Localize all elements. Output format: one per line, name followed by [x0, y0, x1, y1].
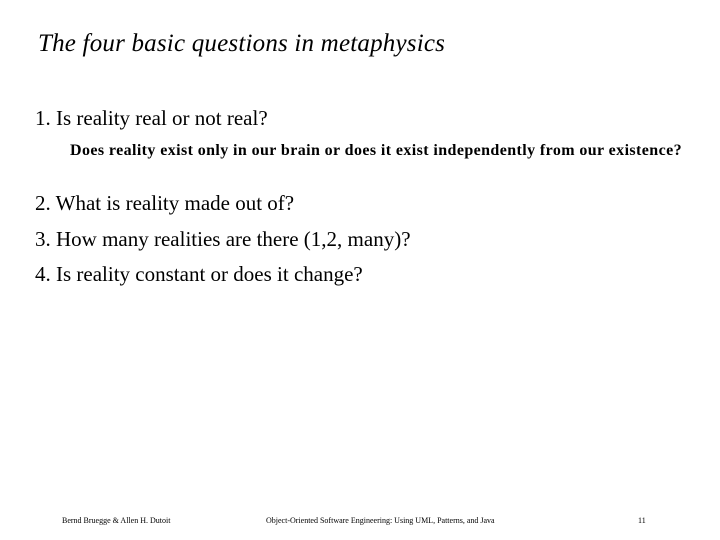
- footer-page-number: 11: [638, 516, 646, 525]
- question-1-explanation: Does reality exist only in our brain or does it exist independently from our existence?: [70, 142, 682, 159]
- question-3: 3. How many realities are there (1,2, many)?: [35, 227, 411, 251]
- footer-authors: Bernd Bruegge & Allen H. Dutoit: [62, 516, 171, 525]
- footer-book-title: Object-Oriented Software Engineering: Using UML, Patterns, and Java: [266, 516, 495, 525]
- question-1: 1. Is reality real or not real?: [35, 106, 268, 130]
- slide-title: The four basic questions in metaphysics: [38, 30, 446, 57]
- question-2: 2. What is reality made out of?: [35, 191, 295, 215]
- question-4: 4. Is reality constant or does it change?: [35, 262, 363, 286]
